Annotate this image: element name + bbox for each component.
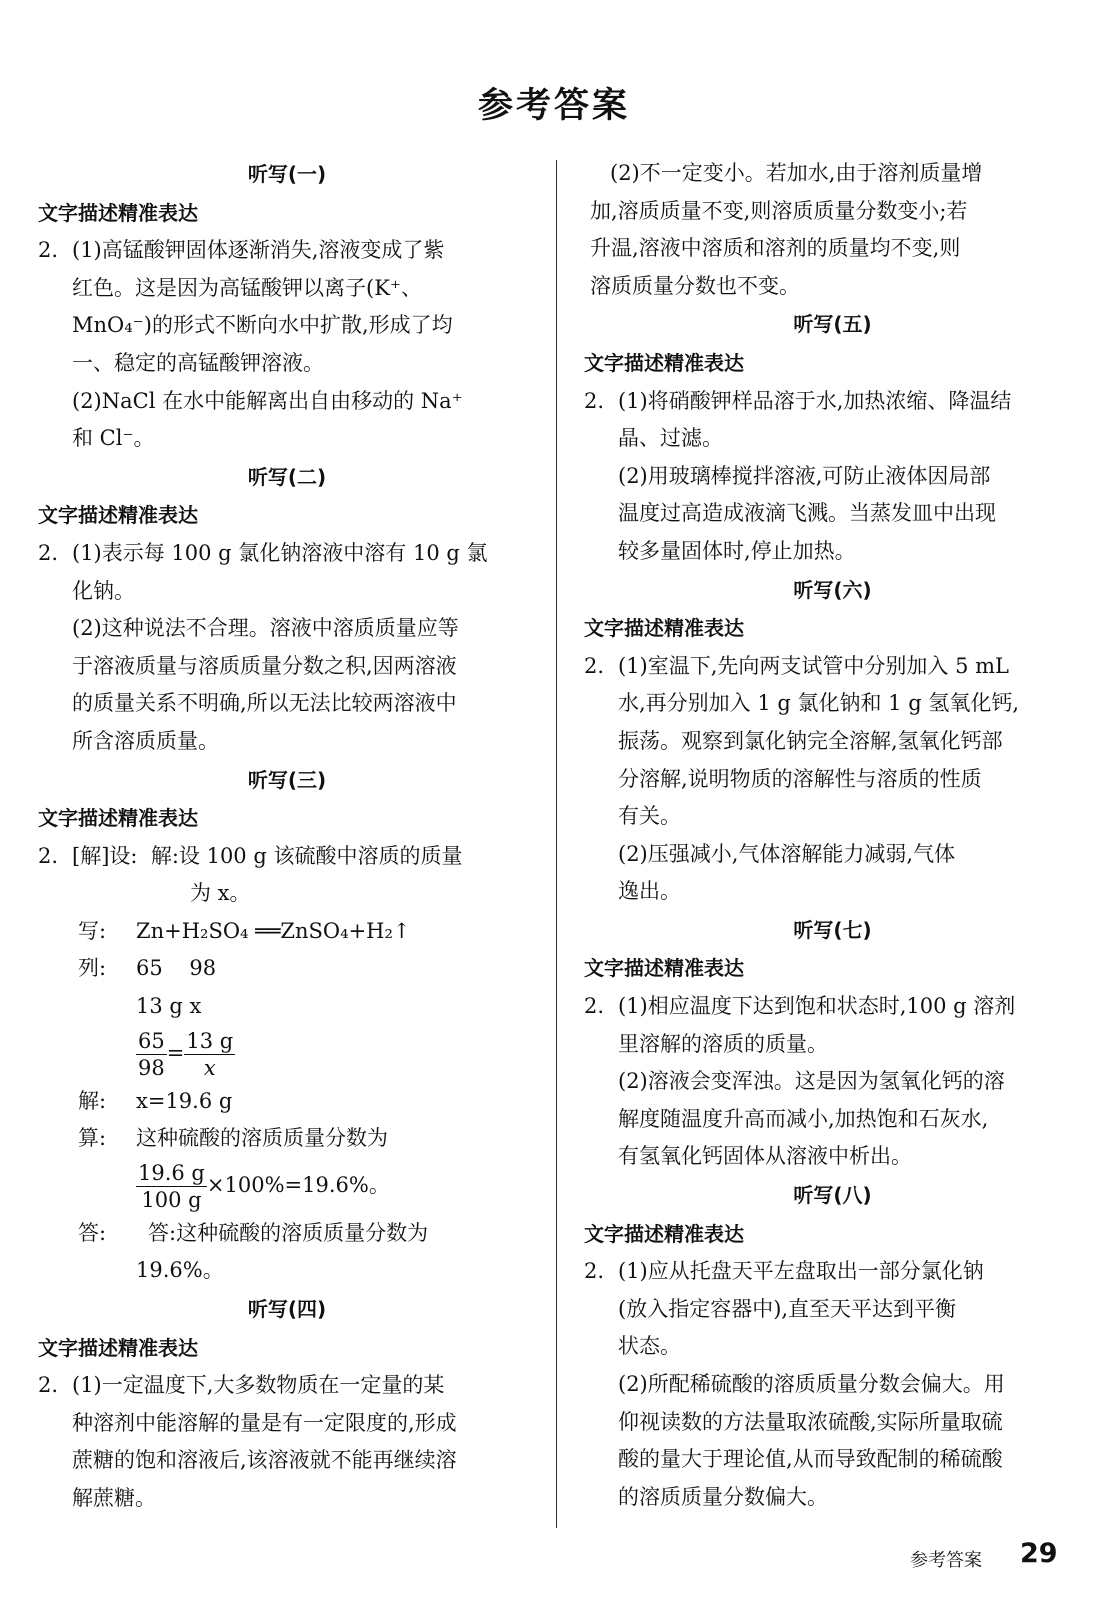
text-line: 种溶剂中能溶解的量是有一定限度的,形成 — [72, 1410, 457, 1435]
answer-5 — [584, 383, 1081, 571]
text-line: (1)相应温度下达到饱和状态时,100 g 溶剂 — [618, 994, 1016, 1019]
section-heading-2: 听写(二) — [247, 464, 327, 489]
text-line: (2)这种说法不合理。溶液中溶质质量应等 — [72, 616, 459, 641]
text-line: (1)一定温度下,大多数物质在一定量的某 — [72, 1373, 445, 1398]
step-label: 列: — [78, 956, 107, 981]
solve-result: x=19.6 g — [136, 1088, 233, 1113]
answer-4 — [38, 1367, 536, 1517]
text-line: (1)高锰酸钾固体逐渐消失,溶液变成了紫 — [72, 238, 445, 263]
text-line: 和 Cl⁻。 — [72, 426, 155, 451]
text-line: 红色。这是因为高锰酸钾以离子(K⁺、 — [72, 275, 422, 300]
text-line: 晶、过滤。 — [618, 426, 723, 451]
ratio-fraction-right: $\frac{13 g}{x}$ — [186, 1028, 234, 1080]
question-number: 2. — [38, 238, 59, 263]
section-heading-1: 听写(一) — [247, 162, 327, 186]
section-heading-6: 听写(六) — [793, 577, 872, 602]
answer-text: 答:这种硫酸的溶质质量分数为 — [148, 1220, 429, 1245]
text-line: 较多量固体时,停止加热。 — [618, 538, 856, 563]
section-heading-7: 听写(七) — [793, 917, 872, 942]
calc-expression — [136, 1158, 536, 1215]
subheading-8: 文字描述精准表达 — [584, 1221, 744, 1246]
text-line: 的溶质质量分数偏大。 — [618, 1484, 828, 1509]
answer-7 — [584, 988, 1081, 1176]
right-column — [584, 155, 1081, 1516]
text-line: 有关。 — [618, 804, 681, 829]
solution-intro-text: 解:设 100 g 该硫酸中溶质的质量 — [150, 843, 463, 868]
subheading-3: 文字描述精准表达 — [38, 806, 198, 831]
text-line: (2)所配稀硫酸的溶质质量分数会偏大。用 — [618, 1372, 1005, 1396]
text-line: 酸的量大于理论值,从而导致配制的稀硫酸 — [618, 1447, 1003, 1472]
text-line: (2)不一定变小。若加水,由于溶剂质量增 — [610, 161, 983, 185]
text-line: 分溶解,说明物质的溶解性与溶质的性质 — [618, 766, 982, 791]
text-line: (1)室温下,先向两支试管中分别加入 5 mL — [618, 653, 1009, 678]
question-number: 2. — [584, 994, 605, 1019]
text-line: 加,溶质质量不变,则溶质质量分数变小;若 — [590, 198, 968, 223]
section-heading-8: 听写(八) — [793, 1183, 872, 1208]
question-number: 2. — [584, 1259, 605, 1284]
text-line: 温度过高造成液滴飞溅。当蒸发皿中出现 — [618, 501, 996, 526]
text-line: 溶质质量分数也不变。 — [590, 273, 800, 298]
step-label: 答: — [78, 1220, 107, 1245]
given-quantities: 13 g x — [136, 994, 202, 1019]
text-line: 解度随温度升高而减小,加热饱和石灰水, — [618, 1106, 989, 1131]
text-line: (2)NaCl 在水中能解离出自由移动的 Na⁺ — [72, 388, 463, 413]
answer-2 — [38, 535, 536, 761]
relative-masses: 65 98 — [136, 956, 217, 981]
answer-8 — [584, 1253, 1081, 1516]
step-label: 写: — [78, 918, 107, 943]
text-line: (1)表示每 100 g 氯化钠溶液中溶有 10 g 氯 — [72, 540, 488, 565]
solution-intro-label: [解]设: — [72, 843, 138, 868]
question-number: 2. — [584, 388, 605, 413]
text-line: 里溶解的溶质的质量。 — [618, 1031, 828, 1056]
answer-6 — [584, 648, 1081, 911]
solution-intro-line — [72, 838, 536, 876]
text-line: (2)压强减小,气体溶解能力减弱,气体 — [618, 841, 956, 866]
text-line: 一、稳定的高锰酸钾溶液。 — [72, 350, 324, 375]
left-column — [38, 155, 536, 1518]
subheading-4: 文字描述精准表达 — [38, 1335, 198, 1360]
text-line: (2)用玻璃棒搅拌溶液,可防止液体因局部 — [618, 463, 991, 488]
calc-text: 这种硫酸的溶质质量分数为 — [136, 1126, 388, 1151]
chemical-equation: Zn+H₂SO₄ ══ZnSO₄+H₂↑ — [136, 918, 411, 943]
question-number: 2. — [38, 540, 59, 565]
subheading-6: 文字描述精准表达 — [584, 616, 744, 641]
answer-3 — [38, 838, 536, 913]
question-number: 2. — [38, 843, 59, 868]
text-line: 蔗糖的饱和溶液后,该溶液就不能再继续溶 — [72, 1448, 457, 1473]
text-line: 有氢氧化钙固体从溶液中析出。 — [618, 1144, 912, 1169]
text-line: 水,再分别加入 1 g 氯化钠和 1 g 氢氧化钙, — [618, 691, 1020, 716]
step-label: 算: — [78, 1126, 107, 1151]
text-line: 振荡。观察到氯化钠完全溶解,氢氧化钙部 — [618, 728, 1003, 753]
solution-step-answer — [38, 1215, 536, 1290]
page-title: 参考答案 — [477, 86, 630, 126]
subheading-1: 文字描述精准表达 — [38, 200, 198, 225]
section-heading-5: 听写(五) — [793, 312, 872, 337]
answer-text-2: 19.6%。 — [136, 1258, 224, 1283]
section-heading-3: 听写(三) — [247, 767, 327, 792]
text-line: (1)将硝酸钾样品溶于水,加热浓缩、降温结 — [618, 388, 1012, 413]
page-number: 29 — [1020, 1538, 1058, 1569]
text-line: 仰视读数的方法量取浓硫酸,实际所量取硫 — [618, 1409, 1003, 1434]
subheading-5: 文字描述精准表达 — [584, 350, 744, 375]
subheading-2: 文字描述精准表达 — [38, 503, 198, 528]
calc-result: ×100%=19.6%。 — [206, 1172, 390, 1197]
section-heading-4: 听写(四) — [247, 1297, 327, 1322]
question-number: 2. — [38, 1373, 59, 1398]
text-line: (1)应从托盘天平左盘取出一部分氯化钠 — [618, 1259, 984, 1284]
text-line: MnO₄⁻)的形式不断向水中扩散,形成了均 — [72, 313, 453, 338]
solution-step-list — [38, 950, 536, 1082]
ratio-fraction-left: $\frac{65}{98}$ — [138, 1028, 165, 1080]
text-line: 状态。 — [618, 1334, 681, 1359]
calc-fraction: $\frac{19.6 g}{100 g}$ — [138, 1160, 205, 1212]
text-line: 所含溶质质量。 — [72, 728, 219, 753]
text-line: 升温,溶液中溶质和溶剂的质量均不变,则 — [590, 236, 961, 261]
ratio-equation: $\frac{65}{98}$ = $\frac{13 g}{x}$ — [138, 1028, 234, 1080]
solution-step-write — [38, 913, 536, 951]
subheading-7: 文字描述精准表达 — [584, 956, 744, 981]
solution-step-calc — [38, 1120, 536, 1215]
column-divider — [556, 160, 557, 1528]
solution-intro-text-2: 为 x。 — [190, 881, 251, 906]
step-label: 解: — [78, 1088, 107, 1113]
text-line: 解蔗糖。 — [72, 1486, 156, 1510]
footer-label: 参考答案 — [910, 1550, 982, 1571]
answer-4-continued — [584, 155, 1081, 305]
answer-1 — [38, 232, 536, 458]
text-line: (放入指定容器中),直至天平达到平衡 — [618, 1296, 957, 1321]
text-line: 的质量关系不明确,所以无法比较两溶液中 — [72, 691, 457, 716]
text-line: 化钠。 — [72, 578, 135, 603]
text-line: (2)溶液会变浑浊。这是因为氢氧化钙的溶 — [618, 1069, 1005, 1094]
solution-step-solve — [38, 1083, 536, 1121]
text-line: 逸出。 — [618, 879, 681, 904]
text-line: 于溶液质量与溶质质量分数之积,因两溶液 — [72, 653, 457, 678]
question-number: 2. — [584, 653, 605, 678]
